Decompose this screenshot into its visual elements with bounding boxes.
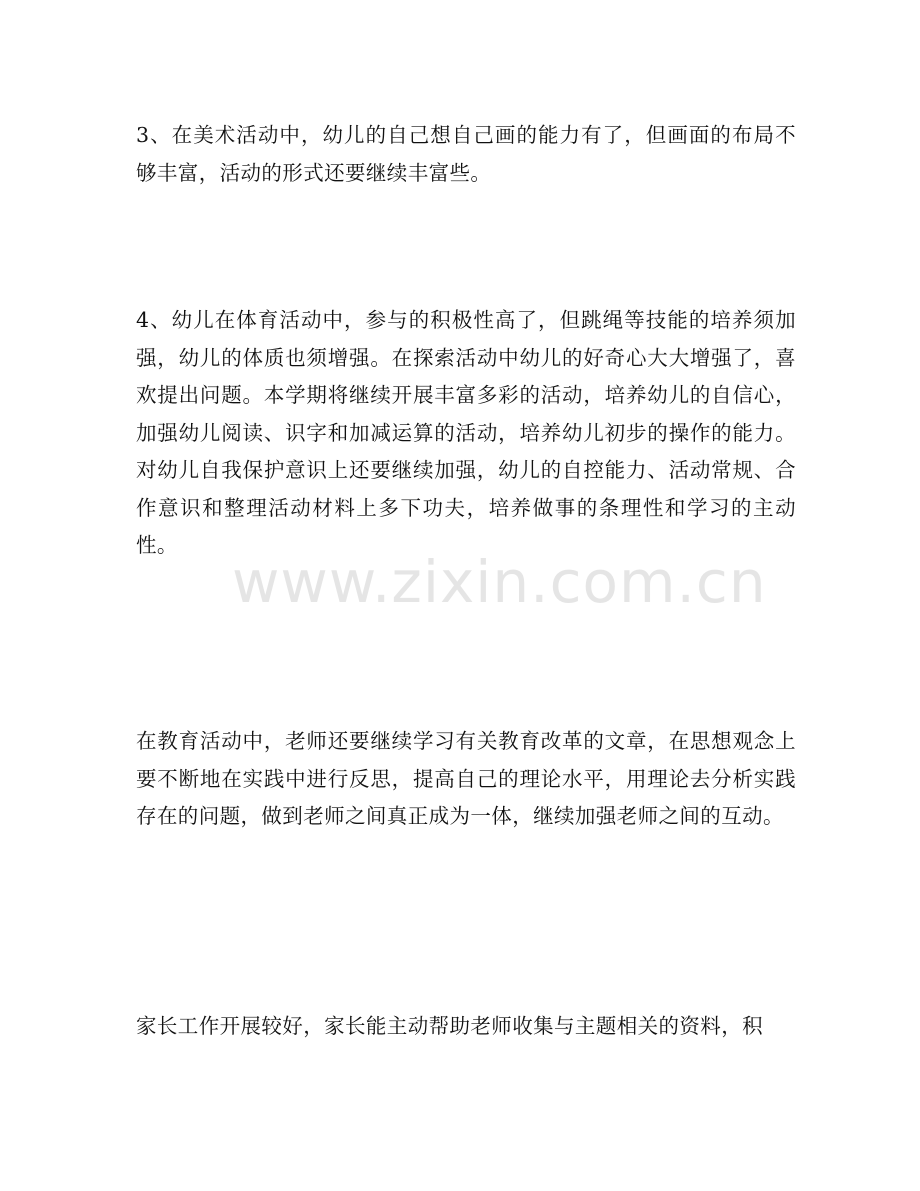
watermark: www.zixin.com.cn [232,548,767,616]
paragraph-art-activity: 3、在美术活动中，幼儿的自己想自己画的能力有了，但画面的布局不够丰富，活动的形式还要继续丰富些。 [136,123,796,185]
paragraph-sports-activity: 4、幼儿在体育活动中，参与的积极性高了，但跳绳等技能的培养须加强，幼儿的体质也须增强。在探索活动中幼儿的好奇心大大增强了，喜欢提出问题。本学期将继续开展丰富多彩的活动，培养幼儿的自信心，加强幼儿阅读、识字和加减运算的活动，培养幼儿初步的操作的能力。对幼儿自我保护意识上还要继续加强，幼儿的自控能力、活动常规、合作意识和整理活动材料上多下功夫，培养做事的条理性和学习的主动性。 [136,308,796,557]
paragraph-parent-work: 家长工作开展较好，家长能主动帮助老师收集与主题相关的资料，积 [136,1014,763,1038]
paragraph-teacher-education: 在教育活动中，老师还要继续学习有关教育改革的文章，在思想观念上要不断地在实践中进行反思，提高自己的理论水平，用理论去分析实践存在的问题，做到老师之间真正成为一体，继续加强老师之间的互动。 [136,729,796,828]
